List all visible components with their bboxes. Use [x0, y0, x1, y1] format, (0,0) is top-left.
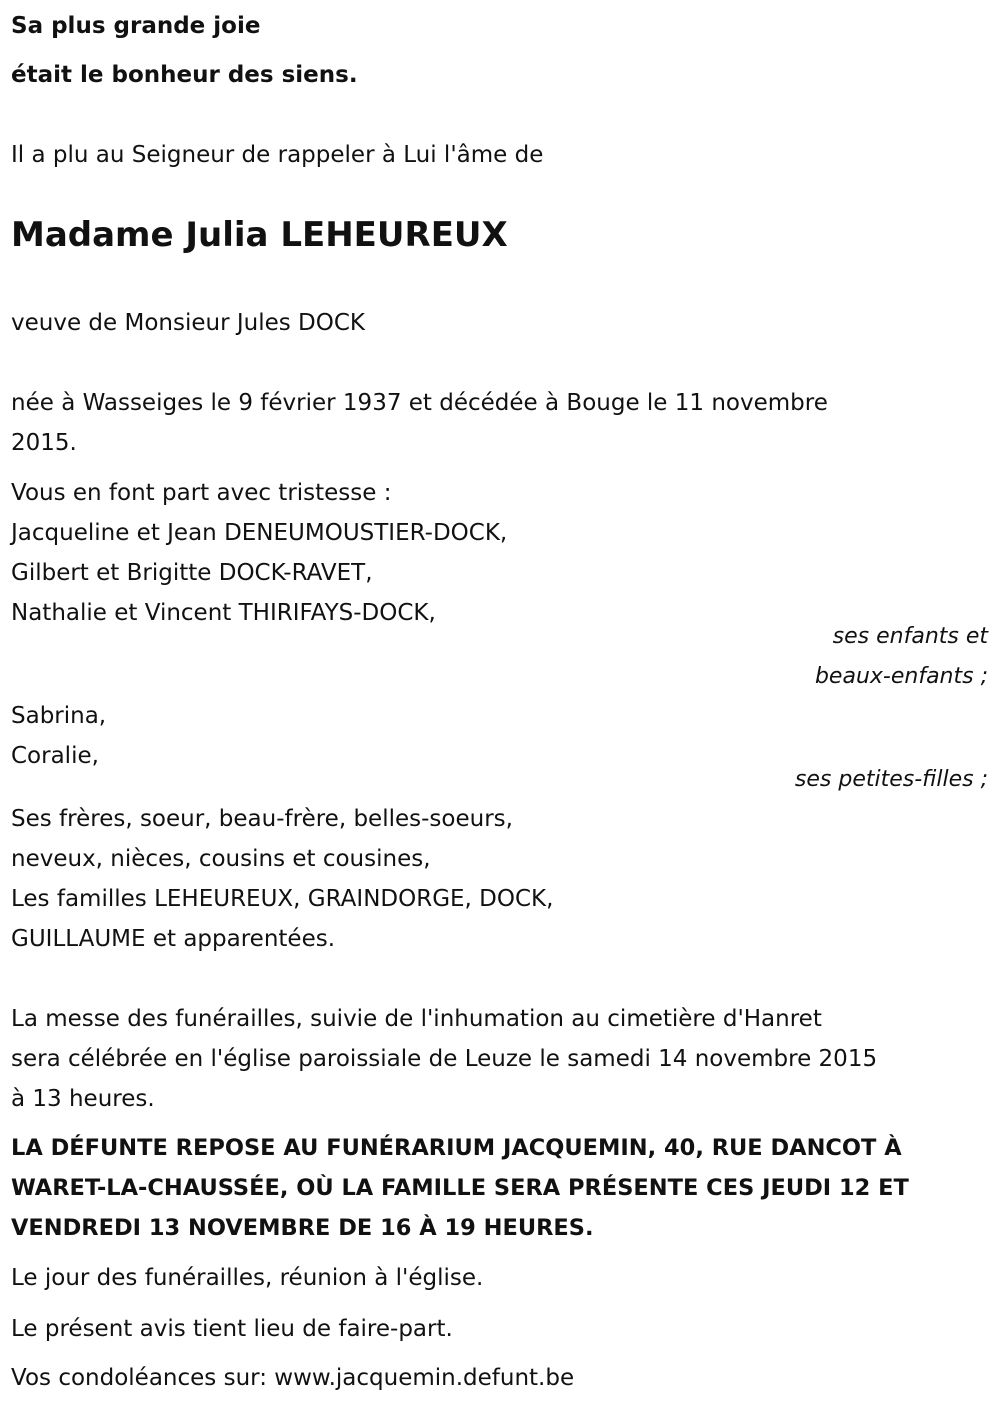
intro-text: Il a plu au Seigneur de rappeler à Lui l'âme de	[11, 142, 544, 168]
notice-note-text: Le présent avis tient lieu de faire-part.	[11, 1316, 453, 1342]
epigraph-line-2: était le bonheur des siens.	[11, 62, 358, 88]
relatives-line: neveux, nièces, cousins et cousines,	[11, 846, 431, 872]
birth-death-line-2: 2015.	[11, 430, 77, 456]
mass-line: à 13 heures.	[11, 1086, 155, 1112]
children-line: Jacqueline et Jean DENEUMOUSTIER-DOCK,	[11, 520, 508, 546]
relatives-line: GUILLAUME et apparentées.	[11, 926, 336, 952]
grandchild-line: Sabrina,	[11, 703, 107, 729]
widow-of-text: veuve de Monsieur Jules DOCK	[11, 310, 365, 336]
children-role-line-1: ses enfants et	[832, 624, 988, 649]
epigraph-line-1: Sa plus grande joie	[11, 13, 261, 39]
children-line: Gilbert et Brigitte DOCK-RAVET,	[11, 560, 373, 586]
announcement-text: Vous en font part avec tristesse :	[11, 480, 392, 506]
grandchild-line: Coralie,	[11, 743, 99, 769]
condolences-text: Vos condoléances sur: www.jacquemin.defunt.be	[11, 1365, 575, 1391]
mass-line: sera célébrée en l'église paroissiale de Leuze le samedi 14 novembre 2015	[11, 1046, 878, 1072]
repose-notice-line: LA DÉFUNTE REPOSE AU FUNÉRARIUM JACQUEMIN, 40, RUE DANCOT À	[11, 1135, 902, 1161]
relatives-line: Les familles LEHEUREUX, GRAINDORGE, DOCK,	[11, 886, 554, 912]
deceased-name: Madame Julia LEHEUREUX	[11, 215, 508, 255]
mass-line: La messe des funérailles, suivie de l'inhumation au cimetière d'Hanret	[11, 1006, 822, 1032]
grandchildren-role: ses petites-filles ;	[794, 767, 988, 792]
children-line: Nathalie et Vincent THIRIFAYS-DOCK,	[11, 600, 436, 626]
repose-notice-line: WARET-LA-CHAUSSÉE, OÙ LA FAMILLE SERA PRÉSENTE CES JEUDI 12 ET	[11, 1175, 909, 1201]
repose-notice-line: VENDREDI 13 NOVEMBRE DE 16 À 19 HEURES.	[11, 1215, 594, 1241]
funeral-meeting-text: Le jour des funérailles, réunion à l'église.	[11, 1265, 484, 1291]
children-role-line-2: beaux-enfants ;	[814, 664, 988, 689]
relatives-line: Ses frères, soeur, beau-frère, belles-soeurs,	[11, 806, 513, 832]
birth-death-line-1: née à Wasseiges le 9 février 1937 et décédée à Bouge le 11 novembre	[11, 390, 828, 416]
